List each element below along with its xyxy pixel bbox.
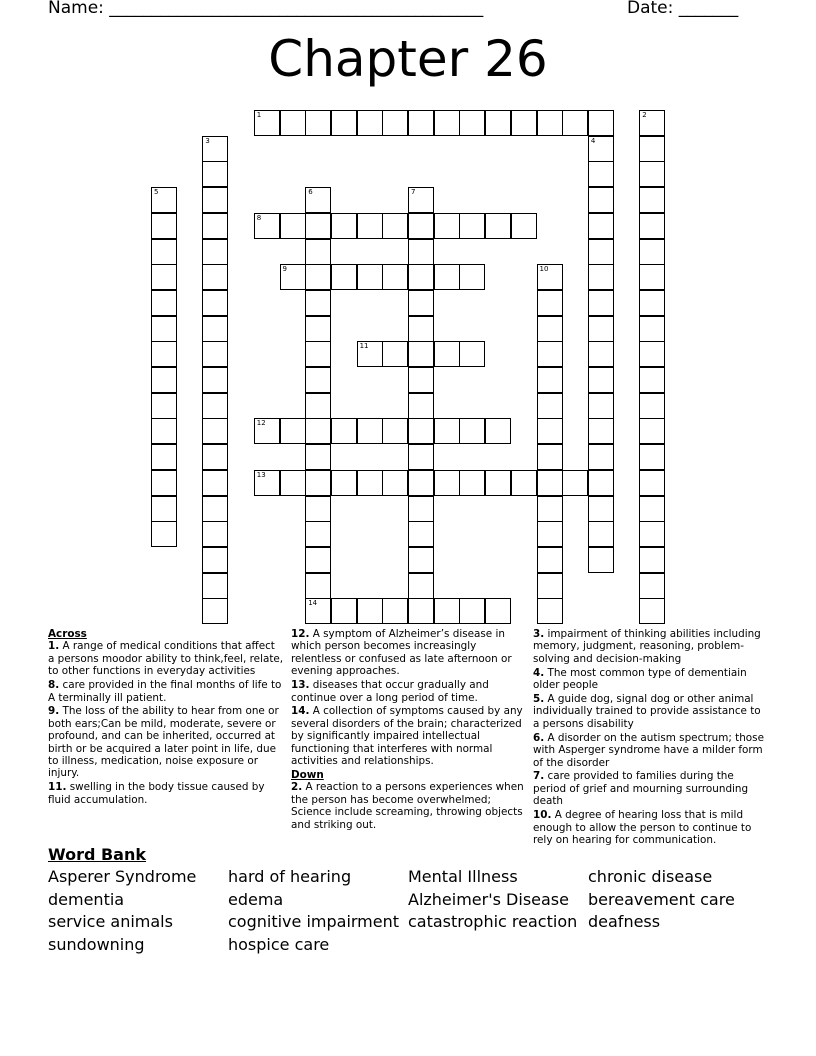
crossword-cell[interactable] [202,316,228,342]
crossword-cell[interactable] [305,598,331,624]
crossword-cell[interactable] [588,496,614,522]
clue-number: 5 [154,188,159,197]
page-title: Chapter 26 [268,30,548,88]
crossword-cell[interactable] [357,213,383,239]
crossword-cell[interactable] [305,367,331,393]
crossword-cell[interactable] [485,470,511,496]
clue: 1. A range of medical conditions that affect a persons moodor ability to think,feel, relate, to other functions in everyday activities [48,640,284,678]
clue: 11. swelling in the body tissue caused by fluid accumulation. [48,781,265,806]
crossword-cell[interactable] [305,290,331,316]
clue-number: 2 [642,111,647,119]
crossword-cell[interactable] [202,573,228,599]
crossword-cell[interactable] [305,393,331,419]
crossword-cell[interactable] [588,521,614,547]
crossword-cell[interactable] [331,110,357,136]
crossword-cell[interactable] [408,316,434,342]
crossword-cell[interactable] [408,418,434,444]
clues-column-3 [533,628,769,848]
word-bank-title: Word Bank [48,845,147,864]
word-bank-item: cognitive impairment [228,912,400,931]
crossword-cell[interactable] [254,110,280,136]
crossword-cell[interactable] [151,496,177,522]
clue-number: 13 [256,470,266,479]
crossword-cell[interactable] [537,496,563,522]
clue: 6. A disorder on the autism spectrum; those with Asperger syndrome have a milder form of the disorder [533,731,764,769]
crossword-cell[interactable] [151,444,177,470]
clue-number: 9 [282,265,287,274]
word-bank-item: bereavement care [588,889,735,909]
crossword-cell[interactable] [408,110,434,136]
crossword-cell[interactable] [331,213,357,239]
crossword-cell[interactable] [408,393,434,419]
crossword-cell[interactable] [254,470,280,496]
crossword-cell[interactable] [202,547,228,573]
crossword-cell[interactable] [305,521,331,547]
crossword-cell[interactable] [434,110,460,136]
clue: 12. A symptom of Alzheimer’s disease in which person becomes increasingly relentless or confused as late afternoon or evening approaches. [291,628,512,678]
crossword-cell[interactable] [305,496,331,522]
date-field[interactable]: Date: _______ [627,0,739,18]
crossword-cell[interactable] [280,470,306,496]
crossword-cell[interactable] [382,264,408,290]
crossword-cell[interactable] [254,213,280,239]
crossword-cell[interactable] [639,598,665,624]
word-bank-item: Alzheimer's Disease [408,889,569,909]
crossword-cell[interactable] [434,598,460,624]
crossword-cell[interactable] [151,393,177,419]
word-bank-item: deafness [588,912,661,931]
crossword-cell[interactable] [408,341,434,367]
crossword-cell[interactable] [151,470,177,496]
crossword-cell[interactable] [202,393,228,419]
crossword-cell[interactable] [280,418,306,444]
crossword-cell[interactable] [434,213,460,239]
crossword-cell[interactable] [408,521,434,547]
crossword-cell[interactable] [639,367,665,393]
crossword-cell[interactable] [537,444,563,470]
clue-number: 6 [308,188,313,197]
crossword-cell[interactable] [562,470,588,496]
crossword-cell[interactable] [537,470,563,496]
crossword-cell[interactable] [639,290,665,316]
crossword-cell[interactable] [382,470,408,496]
crossword-cell[interactable] [588,239,614,265]
crossword-cell[interactable] [537,547,563,573]
crossword-cell[interactable] [331,598,357,624]
crossword-cell[interactable] [537,290,563,316]
clue-number: 7 [411,188,416,197]
crossword-cell[interactable] [151,418,177,444]
crossword-cell[interactable] [639,341,665,367]
word-bank-item: hard of hearing [228,867,352,886]
word-bank-item: edema [228,889,284,909]
crossword-cell[interactable] [280,110,306,136]
crossword-cell[interactable] [202,239,228,265]
down-heading: Down [291,768,324,781]
crossword-cell[interactable] [408,598,434,624]
crossword-cell[interactable] [202,521,228,547]
crossword-cell[interactable] [382,110,408,136]
crossword-cell[interactable] [639,110,665,136]
clue: 13. diseases that occur gradually and continue over a long period of time. [291,679,489,704]
crossword-cell[interactable] [408,573,434,599]
crossword-cell[interactable] [382,213,408,239]
crossword-cell[interactable] [382,598,408,624]
crossword-cell[interactable] [485,598,511,624]
crossword-cell[interactable] [588,187,614,213]
crossword-cell[interactable] [202,367,228,393]
crossword-cell[interactable] [434,418,460,444]
crossword-cell[interactable] [459,213,485,239]
crossword-cell[interactable] [562,110,588,136]
crossword-cell[interactable] [639,239,665,265]
crossword-cell[interactable] [588,290,614,316]
crossword-cell[interactable] [151,290,177,316]
crossword-cell[interactable] [357,470,383,496]
clue: 7. care provided to families during the period of grief and mourning surrounding death [533,770,749,808]
crossword-cell[interactable] [639,521,665,547]
clue: 4. The most common type of dementiain older people [533,666,747,692]
crossword-cell[interactable] [357,110,383,136]
crossword-cell[interactable] [537,521,563,547]
name-field[interactable]: Name: ____________________________________________ [48,0,484,18]
crossword-cell[interactable] [357,418,383,444]
word-bank-item: chronic disease [588,867,713,886]
crossword-cell[interactable] [485,110,511,136]
clues-column-1 [48,628,284,808]
crossword-cell[interactable] [305,418,331,444]
crossword-cell[interactable] [588,393,614,419]
crossword-cell[interactable] [202,213,228,239]
crossword-cell[interactable] [588,136,614,162]
crossword-cell[interactable] [305,573,331,599]
crossword-cell[interactable] [305,470,331,496]
crossword-cell[interactable] [151,239,177,265]
crossword-cell[interactable] [639,161,665,187]
crossword-cell[interactable] [639,213,665,239]
crossword-cell[interactable] [639,316,665,342]
crossword-cell[interactable] [639,496,665,522]
crossword-cell[interactable] [408,290,434,316]
crossword-cell[interactable] [202,598,228,624]
crossword-cell[interactable] [639,573,665,599]
word-bank-item: service animals [48,912,173,931]
crossword-cell[interactable] [202,161,228,187]
crossword-cell[interactable] [485,418,511,444]
crossword-cell[interactable] [151,213,177,239]
clue-number: 14 [308,599,318,608]
crossword-cell[interactable] [305,264,331,290]
crossword-cell[interactable] [331,418,357,444]
crossword-cell[interactable] [305,444,331,470]
crossword-cell[interactable] [537,341,563,367]
crossword-cell[interactable] [434,264,460,290]
crossword-cell[interactable] [305,239,331,265]
crossword-cell[interactable] [408,496,434,522]
crossword-cell[interactable] [331,470,357,496]
crossword-cell[interactable] [434,470,460,496]
word-bank-item: Asperer Syndrome [48,867,197,886]
word-bank-item: hospice care [228,934,330,954]
clue: 10. A degree of hearing loss that is mild enough to allow the person to continue to rely on hearing for communication. [533,809,752,846]
crossword-cell[interactable] [305,213,331,239]
clue-number: 1 [256,111,262,119]
crossword-cell[interactable] [254,418,280,444]
crossword-cell[interactable] [588,161,614,187]
crossword-cell[interactable] [202,290,228,316]
crossword-cell[interactable] [588,367,614,393]
clues-column-2 [291,628,527,833]
crossword-cell[interactable] [588,444,614,470]
word-bank-item: dementia [48,889,125,909]
crossword-cell[interactable] [202,341,228,367]
crossword-cell[interactable] [537,367,563,393]
crossword-cell[interactable] [537,110,563,136]
crossword-cell[interactable] [511,213,537,239]
crossword-cell[interactable] [151,316,177,342]
crossword-cell[interactable] [357,598,383,624]
clue-number: 8 [256,213,262,222]
crossword-cell[interactable] [408,470,434,496]
crossword-cell[interactable] [408,213,434,239]
crossword-cell[interactable] [537,418,563,444]
clue: 9. The loss of the ability to hear from one or both ears;Can be mild, moderate, severe or profound, and can be inherited, occurred at birth or be acquired a later point in life, due to illness, medication, noise exposure or injury. [48,705,279,780]
crossword-cell[interactable] [202,136,228,162]
crossword-cell[interactable] [459,341,485,367]
crossword-cell[interactable] [202,187,228,213]
clue: 3. impairment of thinking abilities including memory, judgment, reasoning, problem-solving and decision-making [533,628,761,665]
crossword-cell[interactable] [511,110,537,136]
crossword-cell[interactable] [485,213,511,239]
crossword-cell[interactable] [331,264,357,290]
crossword-cell[interactable] [382,341,408,367]
crossword-cell[interactable] [202,470,228,496]
crossword-cell[interactable] [588,110,614,136]
across-heading: Across [48,628,87,640]
crossword-cell[interactable] [357,264,383,290]
crossword-cell[interactable] [151,521,177,547]
word-bank-item: sundowning [48,934,145,954]
crossword-cell[interactable] [639,444,665,470]
crossword-cell[interactable] [151,341,177,367]
crossword-cell[interactable] [537,598,563,624]
crossword-cell[interactable] [537,316,563,342]
crossword-cell[interactable] [459,110,485,136]
crossword-cell[interactable] [459,598,485,624]
crossword-cell[interactable] [305,547,331,573]
clue-number: 4 [590,136,596,145]
crossword-cell[interactable] [408,239,434,265]
crossword-cell[interactable] [408,187,434,213]
crossword-cell[interactable] [151,264,177,290]
crossword-cell[interactable] [639,264,665,290]
clue: 5. A guide dog, signal dog or other animal individually trained to provide assistance to a persons disability [533,693,761,730]
crossword-cell[interactable] [408,367,434,393]
crossword-cell[interactable] [588,341,614,367]
clue-number: 3 [205,136,210,145]
crossword-cell[interactable] [305,341,331,367]
crossword-cell[interactable] [459,418,485,444]
crossword-cell[interactable] [639,418,665,444]
crossword-cell[interactable] [639,547,665,573]
crossword-cell[interactable] [382,418,408,444]
crossword-cell[interactable] [151,367,177,393]
crossword-cell[interactable] [588,316,614,342]
crossword-cell[interactable] [639,187,665,213]
crossword-cell[interactable] [408,547,434,573]
crossword-cell[interactable] [639,393,665,419]
clue-number: 10 [539,265,549,274]
crossword-cell[interactable] [408,264,434,290]
clue-number: 11 [359,342,369,351]
clue: 14. A collection of symptoms caused by any several disorders of the brain; characterized by significantly impaired intellectual functioning that interferes with normal activities and relationships. [291,705,523,768]
crossword-cell[interactable] [588,264,614,290]
crossword-cell[interactable] [305,316,331,342]
crossword-cell[interactable] [537,573,563,599]
crossword-cell[interactable] [511,470,537,496]
crossword-cell[interactable] [459,470,485,496]
crossword-cell[interactable] [588,470,614,496]
crossword-cell[interactable] [305,187,331,213]
crossword-cell[interactable] [588,418,614,444]
crossword-cell[interactable] [357,341,383,367]
word-bank-item: Mental Illness [408,867,518,886]
crossword-cell[interactable] [202,418,228,444]
crossword-cell[interactable] [202,444,228,470]
crossword-cell[interactable] [434,341,460,367]
crossword-cell[interactable] [459,264,485,290]
word-bank [48,867,788,957]
crossword-cell[interactable] [202,496,228,522]
crossword-cell[interactable] [408,444,434,470]
crossword-cell[interactable] [537,264,563,290]
word-bank-item: catastrophic reaction [408,912,578,931]
clue-number: 12 [256,419,266,428]
crossword-cell[interactable] [537,393,563,419]
crossword-cell[interactable] [639,470,665,496]
crossword-cell[interactable] [280,213,306,239]
clue: 8. care provided in the final months of life to A terminally ill patient. [48,679,282,704]
crossword-cell[interactable] [639,136,665,162]
crossword-cell[interactable] [280,264,306,290]
crossword-cell[interactable] [151,187,177,213]
clue: 2. A reaction to a persons experiences when the person has become overwhelmed; Science include screaming, throwing objects and striking out. [291,781,524,831]
crossword-cell[interactable] [588,547,614,573]
crossword-cell[interactable] [202,264,228,290]
crossword-cell[interactable] [305,110,331,136]
crossword-cell[interactable] [588,213,614,239]
